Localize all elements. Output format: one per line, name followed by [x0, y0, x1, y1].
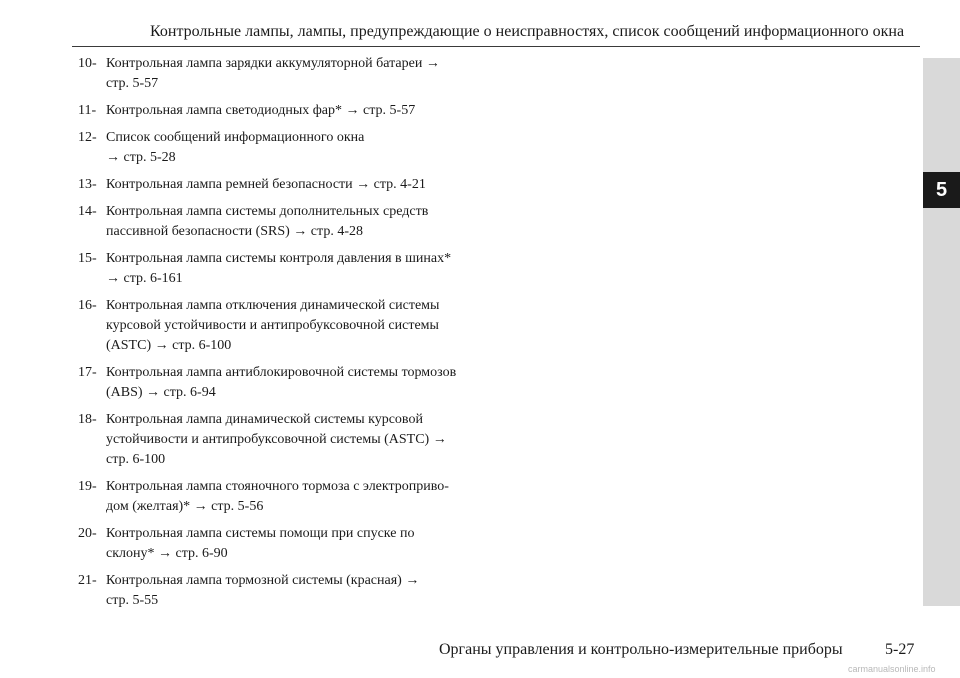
list-item-text: Контрольная лампа отключения динамической системы — [106, 298, 440, 313]
list-item-number: 16- — [78, 298, 97, 313]
watermark: carmanualsonline.info — [848, 664, 936, 674]
list-item — [78, 249, 478, 289]
list-item — [78, 363, 478, 403]
footer-section-title: Органы управления и контрольно-измерительные приборы — [439, 641, 843, 658]
header-divider — [72, 46, 920, 47]
list-item-text: → стр. 6-161 — [106, 271, 183, 286]
list-item-text: Контрольная лампа системы контроля давления в шинах* — [106, 251, 452, 266]
list-item-text: пассивной безопасности (SRS) → стр. 4-28 — [106, 224, 363, 239]
list-item — [78, 128, 478, 168]
list-item-number: 18- — [78, 412, 97, 427]
list-item-text: Контрольная лампа зарядки аккумуляторной батареи → — [106, 56, 440, 71]
list-item-text: Контрольная лампа системы помощи при спуске по — [106, 526, 415, 541]
list-item — [78, 202, 478, 242]
page-number: 5-27 — [885, 641, 915, 658]
list-item — [78, 477, 478, 517]
list-item-number: 19- — [78, 479, 97, 494]
list-item-text: Контрольная лампа антиблокировочной системы тормозов — [106, 365, 457, 380]
list-item-number: 14- — [78, 204, 97, 219]
list-item — [78, 410, 478, 470]
list-item-text: (ABS) → стр. 6-94 — [106, 385, 216, 400]
list-item-number: 12- — [78, 130, 97, 145]
list-item-text: Контрольная лампа тормозной системы (красная) → — [106, 573, 420, 588]
list-item-number: 21- — [78, 573, 97, 588]
list-item-number: 17- — [78, 365, 97, 380]
list-item — [78, 175, 478, 195]
page-header-title: Контрольные лампы, лампы, предупреждающие о неисправностях, список сообщений информационного окна — [150, 23, 905, 40]
list-item-text: стр. 6-100 — [106, 452, 166, 467]
list-item-text: устойчивости и антипробуксовочной системы (ASTC) → — [106, 432, 447, 447]
list-item-text: Контрольная лампа динамической системы курсовой — [106, 412, 423, 427]
list-item — [78, 296, 478, 356]
chapter-badge: 5 — [923, 172, 960, 208]
list-item-text: Контрольная лампа ремней безопасности → стр. 4-21 — [106, 177, 426, 192]
list-item-number: 20- — [78, 526, 97, 541]
list-item-number: 15- — [78, 251, 97, 266]
list-item — [78, 571, 478, 611]
list-item-text: дом (желтая)* → стр. 5-56 — [106, 499, 264, 514]
indicator-list — [78, 54, 478, 618]
list-item-text: (ASTC) → стр. 6-100 — [106, 338, 232, 353]
list-item-text: Контрольная лампа стояночного тормоза с электроприво- — [106, 479, 449, 494]
list-item-text: Контрольная лампа системы дополнительных средств — [106, 204, 429, 219]
list-item-text: → стр. 5-28 — [106, 150, 176, 165]
list-item-number: 11- — [78, 103, 97, 118]
list-item-text: Список сообщений информационного окна — [106, 130, 365, 145]
list-item — [78, 524, 478, 564]
chapter-side-tab — [923, 58, 960, 606]
list-item — [78, 101, 478, 121]
list-item-number: 10- — [78, 56, 97, 71]
list-item-text: стр. 5-55 — [106, 593, 159, 608]
list-item-text: стр. 5-57 — [106, 76, 159, 91]
list-item-number: 13- — [78, 177, 97, 192]
list-item-text: курсовой устойчивости и антипробуксовочной системы — [106, 318, 439, 333]
list-item-text: склону* → стр. 6-90 — [106, 546, 228, 561]
list-item — [78, 54, 478, 94]
list-item-text: Контрольная лампа светодиодных фар* → стр. 5-57 — [106, 103, 416, 118]
